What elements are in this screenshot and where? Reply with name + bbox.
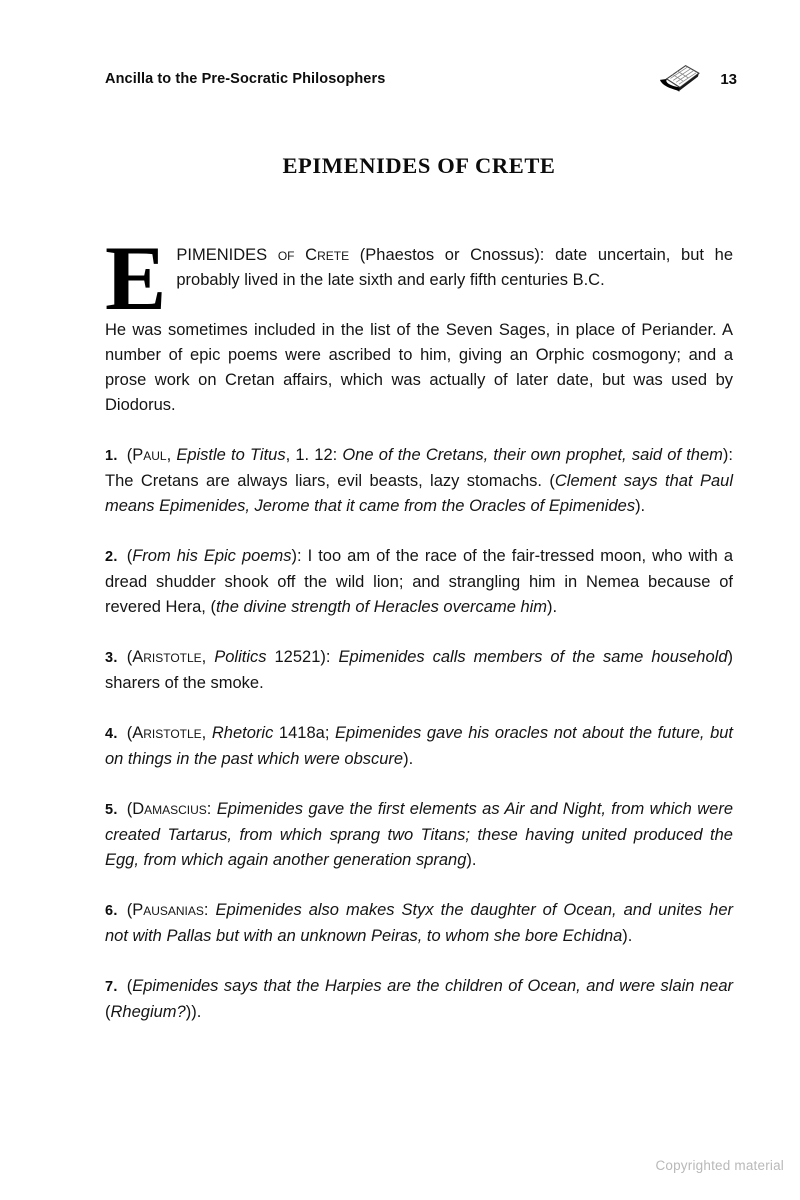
- intro-text: PIMENIDES of Crete (Phaestos or Cnossus): date uncertain, but he probably lived in the late sixth and early fifth centuries B.C.: [176, 246, 733, 289]
- open-book-icon: [654, 59, 702, 97]
- fragment-number: 6.: [105, 903, 118, 919]
- drop-cap: E: [105, 227, 167, 329]
- copyright-watermark: Copyrighted material: [655, 1158, 784, 1173]
- fragment-item: [105, 721, 733, 772]
- fragment-text: (Damascius: Epimenides gave the first elements as Air and Night, from which were created Tartarus, from which sprang two Titans; these having united produced the Egg, from which again another generation sprang).: [105, 800, 733, 869]
- chapter-title: EPIMENIDES OF CRETE: [282, 153, 556, 178]
- fragment-item: [105, 974, 733, 1025]
- fragment-text: (Paul, Epistle to Titus, 1. 12: One of the Cretans, their own prophet, said of them): The Cretans are always liars, evil beasts, lazy stomachs. (Clement says that Paul means Epimenides, Jerome that it came from the Oracles of Epimenides).: [105, 446, 733, 515]
- fragment-item: [105, 645, 733, 696]
- running-header: [105, 62, 737, 96]
- fragment-number: 3.: [105, 650, 118, 666]
- fragment-text: (Aristotle, Politics 12521): Epimenides calls members of the same household) sharers of the smoke.: [105, 648, 733, 692]
- fragment-number: 4.: [105, 726, 118, 742]
- fragment-number: 1.: [105, 448, 118, 464]
- book-title: Ancilla to the Pre-Socratic Philosophers: [105, 71, 386, 87]
- fragment-number: 7.: [105, 979, 118, 995]
- fragment-number: 5.: [105, 802, 118, 818]
- fragment-item: [105, 443, 733, 519]
- fragment-text: (Pausanias: Epimenides also makes Styx the daughter of Ocean, and unites her not with Pallas but with an unknown Peiras, to whom she bore Echidna).: [105, 901, 733, 945]
- summary-paragraph: He was sometimes included in the list of the Seven Sages, in place of Periander. A number of epic poems were ascribed to him, giving an Orphic cosmogony; and a prose work on Cretan affairs, which was actually of later date, but was used by Diodorus.: [105, 321, 733, 414]
- fragment-item: [105, 544, 733, 620]
- fragment-item: [105, 797, 733, 873]
- fragment-item: [105, 898, 733, 949]
- intro-paragraph: [105, 227, 733, 329]
- fragment-text: (Epimenides says that the Harpies are the children of Ocean, and were slain near (Rhegium?)).: [105, 977, 733, 1021]
- fragment-text: (From his Epic poems): I too am of the race of the fair-tressed moon, who with a dread shudder shook off the wild lion; and strangling him in Nemea because of revered Hera, (the divine strength of Heracles overcame him).: [105, 547, 734, 616]
- page-number: 13: [720, 70, 737, 88]
- fragment-number: 2.: [105, 549, 118, 565]
- fragment-text: (Aristotle, Rhetoric 1418a; Epimenides gave his oracles not about the future, but on things in the past which were obscure).: [105, 724, 734, 768]
- page-content: [105, 227, 734, 1042]
